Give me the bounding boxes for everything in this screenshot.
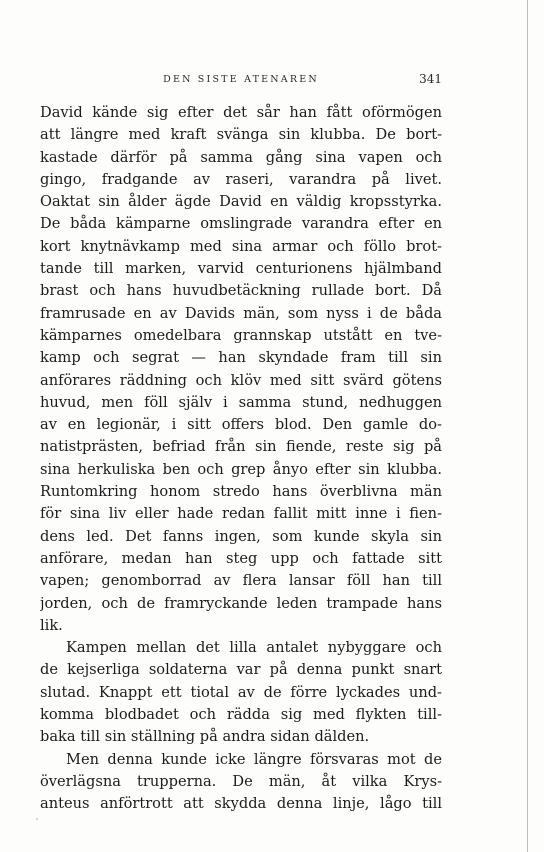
page-number: 341 [419,72,442,86]
text-line: lik. [40,616,63,634]
text-line: David kände sig efter det sår han fått oförmögen [40,104,442,121]
text-line: Oaktat sin ålder ägde David en väldig kropsstyrka. [40,193,442,211]
text-line: dens led. Det fanns ingen, som kunde skyla sin [40,527,442,545]
text-line: Kampen mellan det lilla antalet nybyggare och [66,639,442,657]
page-edge-line [527,0,528,852]
text-line: kämparnes omedelbara grannskap utstått en tve- [40,326,442,344]
text-line: Runtomkring honom stredo hans överblivna män [40,483,442,501]
text-line: för sina liv eller hade redan fallit mitt inne i fien- [40,505,442,523]
text-line: överlägsna trupperna. De män, åt vilka Krys- [40,772,442,790]
running-title: DEN SISTE ATENAREN [163,74,319,85]
text-line: brast och hans huvudbetäckning rullade bort. Då [40,282,442,300]
text-line: anförare, medan han steg upp och fattade sitt [40,549,442,567]
text-line: kort knytnävkamp med sina armar och föllo brot- [40,237,442,255]
text-line: kamp och segrat — han skyndade fram till sin [40,349,442,367]
text-line: kastade därför på samma gång sina vapen och [40,148,442,166]
paper-speck [36,818,38,820]
text-line: Men denna kunde icke längre försvaras mot de [66,750,442,768]
text-line: av en legionär, i sitt offers blod. Den gamle do- [40,416,442,434]
text-line: framrusade en av Davids män, som nyss i de båda [40,304,442,322]
body-text [40,102,442,816]
paragraph [40,102,442,637]
text-line: komma blodbadet och rädda sig med flykten till- [40,706,442,724]
text-line: de kejserliga soldaterna var på denna punkt snart [40,661,442,679]
text-line: anteus anförtrott att skydda denna linje, lågo till [40,795,442,813]
text-line: att längre med kraft svänga sin klubba. De bort- [40,126,442,144]
text-line: gingo, fradgande av raseri, varandra på livet. [40,170,442,188]
page-header [40,72,442,86]
paragraph [40,637,442,748]
text-line: tande till marken, varvid centurionens hjälmband [40,260,442,278]
text-line: vapen; genomborrad av flera lansar föll han till [40,572,442,590]
text-line: baka till sin ställning på andra sidan dälden. [40,728,370,746]
text-line: sina herkuliska ben och grep ånyo efter sin klubba. [40,460,442,478]
text-line: huvud, men föll själv i samma stund, nedhuggen [40,393,442,411]
text-line: slutad. Knappt ett tiotal av de förre lyckades und- [40,683,442,701]
text-line: anförares räddning och klöv med sitt svärd götens [40,371,442,389]
paragraph [40,749,442,816]
text-line: natistprästen, befriad från sin fiende, reste sig på [40,438,442,456]
text-line: De båda kämparne omslingrade varandra efter en [40,215,442,233]
text-line: jorden, och de framryckande leden trampade hans [40,594,442,612]
